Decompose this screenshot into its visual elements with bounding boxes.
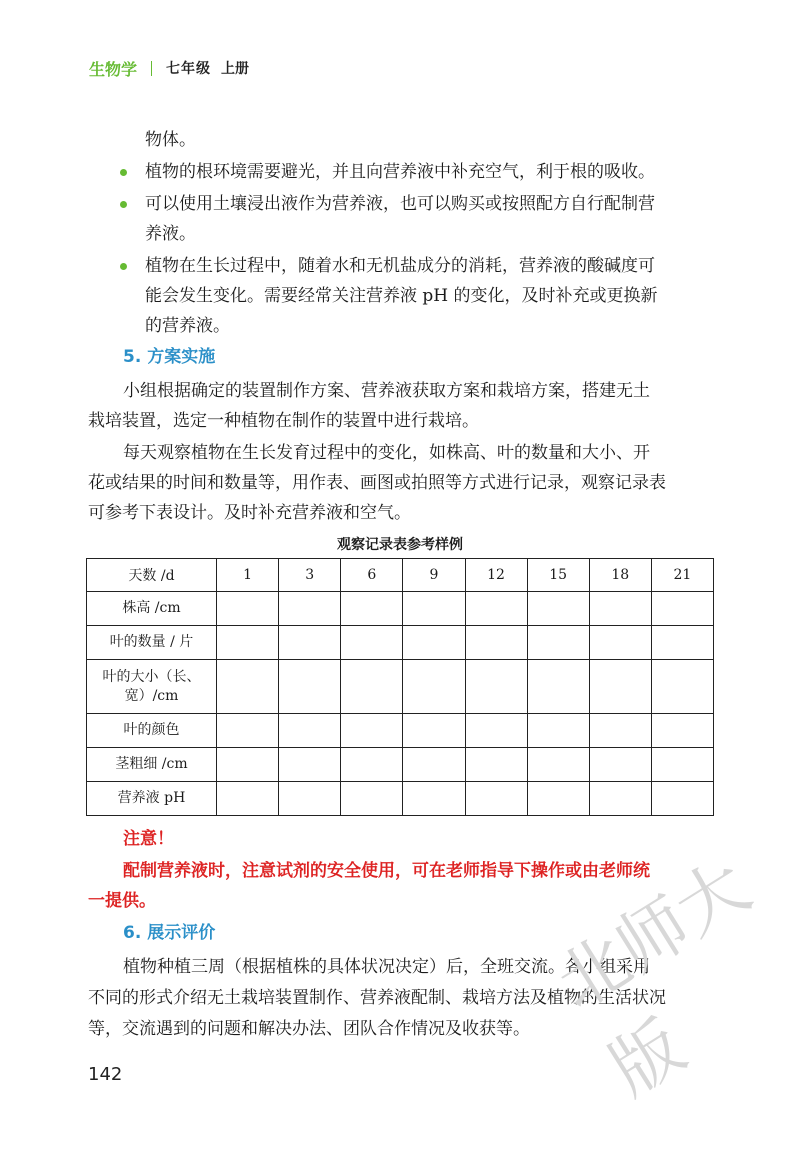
table-row xyxy=(87,660,714,714)
continuation-line: 物体。 xyxy=(145,130,196,150)
table-cell xyxy=(651,626,713,660)
table-cell xyxy=(341,782,403,816)
row-label-text: 茎粗细 /cm xyxy=(115,756,188,772)
table-cell xyxy=(217,782,279,816)
row-label-text-2: 宽）/cm xyxy=(124,687,179,704)
section-5-para-1-line-1: 小组根据确定的装置制作方案、营养液获取方案和栽培方案，搭建无土 xyxy=(123,381,650,401)
row-label-text: 叶的数量 / 片 xyxy=(109,634,194,650)
table-cell xyxy=(217,626,279,660)
table-cell xyxy=(341,660,403,714)
table-cell xyxy=(589,626,651,660)
bullet-2-line-2: 养液。 xyxy=(145,224,196,244)
table-cell xyxy=(465,626,527,660)
table-cell xyxy=(341,592,403,626)
header-cell-day: 6 xyxy=(341,559,403,592)
warning-title: 注意！ xyxy=(123,829,174,849)
row-label xyxy=(87,748,217,782)
table-cell xyxy=(279,782,341,816)
row-label xyxy=(87,782,217,816)
table-cell xyxy=(651,592,713,626)
table-header-row xyxy=(87,559,714,592)
table-cell xyxy=(465,714,527,748)
table-cell xyxy=(403,748,465,782)
bullet-3-line-3: 的营养液。 xyxy=(145,316,230,336)
table-row xyxy=(87,782,714,816)
table-cell xyxy=(403,626,465,660)
table-cell xyxy=(279,748,341,782)
section-6-line-1: 植物种植三周（根据植株的具体状况决定）后，全班交流。各小组采用 xyxy=(123,957,650,977)
table-cell xyxy=(217,748,279,782)
row-label xyxy=(87,626,217,660)
section-5-para-2-line-1: 每天观察植物在生长发育过程中的变化，如株高、叶的数量和大小、开 xyxy=(123,443,650,463)
table-row xyxy=(87,592,714,626)
table-cell xyxy=(403,714,465,748)
table-row xyxy=(87,748,714,782)
header-cell-day: 1 xyxy=(217,559,279,592)
section-5-para-1-line-2: 栽培装置，选定一种植物在制作的装置中进行栽培。 xyxy=(88,411,479,431)
table-cell xyxy=(279,592,341,626)
section-6-line-2: 不同的形式介绍无土栽培装置制作、营养液配制、栽培方法及植物的生活状况 xyxy=(88,988,666,1008)
row-label xyxy=(87,714,217,748)
bullet-1-line-1: 植物的根环境需要避光，并且向营养液中补充空气，利于根的吸收。 xyxy=(145,162,655,182)
section-5-title: 5. 方案实施 xyxy=(123,347,216,367)
table-cell xyxy=(527,782,589,816)
table-cell xyxy=(341,748,403,782)
observation-table xyxy=(86,558,714,816)
table-cell xyxy=(403,592,465,626)
table-cell xyxy=(527,714,589,748)
section-6-title: 6. 展示评价 xyxy=(123,923,216,943)
row-label-text: 营养液 pH xyxy=(117,790,186,806)
table-cell xyxy=(403,660,465,714)
table-cell xyxy=(589,748,651,782)
table-cell xyxy=(651,660,713,714)
table-cell xyxy=(527,660,589,714)
bullet-dot xyxy=(120,263,127,270)
table-cell xyxy=(279,626,341,660)
table-cell xyxy=(403,782,465,816)
table-cell xyxy=(651,748,713,782)
table-cell xyxy=(589,782,651,816)
header-cell-day: 15 xyxy=(527,559,589,592)
table-cell xyxy=(527,748,589,782)
table-cell xyxy=(279,714,341,748)
bullet-dot xyxy=(120,201,127,208)
bullet-3-line-2: 能会发生变化。需要经常关注营养液 pH 的变化，及时补充或更换新 xyxy=(145,286,658,306)
table-cell xyxy=(217,660,279,714)
header-cell-day: 12 xyxy=(465,559,527,592)
grade-label: 七年级 xyxy=(166,61,212,77)
bullet-2-line-1: 可以使用土壤浸出液作为营养液，也可以购买或按照配方自行配制营 xyxy=(145,194,655,214)
volume-label: 上册 xyxy=(221,61,250,77)
row-label-text: 叶的颜色 xyxy=(123,722,180,738)
table-cell xyxy=(589,592,651,626)
table-cell xyxy=(651,782,713,816)
header-separator xyxy=(151,61,152,76)
table-row xyxy=(87,626,714,660)
page-number: 142 xyxy=(88,1064,123,1085)
table-cell xyxy=(217,714,279,748)
table-cell xyxy=(465,782,527,816)
section-6-line-3: 等，交流遇到的问题和解决办法、团队合作情况及收获等。 xyxy=(88,1019,530,1039)
table-cell xyxy=(465,748,527,782)
header-cell-day: 3 xyxy=(279,559,341,592)
table-cell xyxy=(217,592,279,626)
table-cell xyxy=(527,626,589,660)
bullet-dot xyxy=(120,169,127,176)
section-5-para-2-line-2: 花或结果的时间和数量等，用作表、画图或拍照等方式进行记录，观察记录表 xyxy=(88,473,666,493)
table-cell xyxy=(341,626,403,660)
table-cell xyxy=(589,714,651,748)
table-cell xyxy=(651,714,713,748)
table-cell xyxy=(589,660,651,714)
row-label-text: 株高 /cm xyxy=(122,600,181,616)
warning-line-1: 配制营养液时，注意试剂的安全使用，可在老师指导下操作或由老师统 xyxy=(123,861,650,881)
table-caption: 观察记录表参考样例 xyxy=(337,537,463,553)
subject-label: 生物学 xyxy=(89,59,138,79)
section-5-para-2-line-3: 可参考下表设计。及时补充营养液和空气。 xyxy=(88,503,411,523)
row-label xyxy=(87,660,217,714)
table-cell xyxy=(527,592,589,626)
running-header xyxy=(89,58,249,78)
row-label-text: 叶的大小（长、 xyxy=(102,668,201,685)
publisher-watermark: 北师大版 xyxy=(542,844,764,1112)
header-cell-days: 天数 /d xyxy=(87,559,217,592)
table-row xyxy=(87,714,714,748)
header-cell-day: 18 xyxy=(589,559,651,592)
header-cell-day: 9 xyxy=(403,559,465,592)
row-label xyxy=(87,592,217,626)
table-cell xyxy=(341,714,403,748)
bullet-3-line-1: 植物在生长过程中，随着水和无机盐成分的消耗，营养液的酸碱度可 xyxy=(145,256,655,276)
table-cell xyxy=(465,592,527,626)
header-cell-day: 21 xyxy=(651,559,713,592)
warning-line-2: 一提供。 xyxy=(88,891,156,911)
table-cell xyxy=(465,660,527,714)
table-cell xyxy=(279,660,341,714)
